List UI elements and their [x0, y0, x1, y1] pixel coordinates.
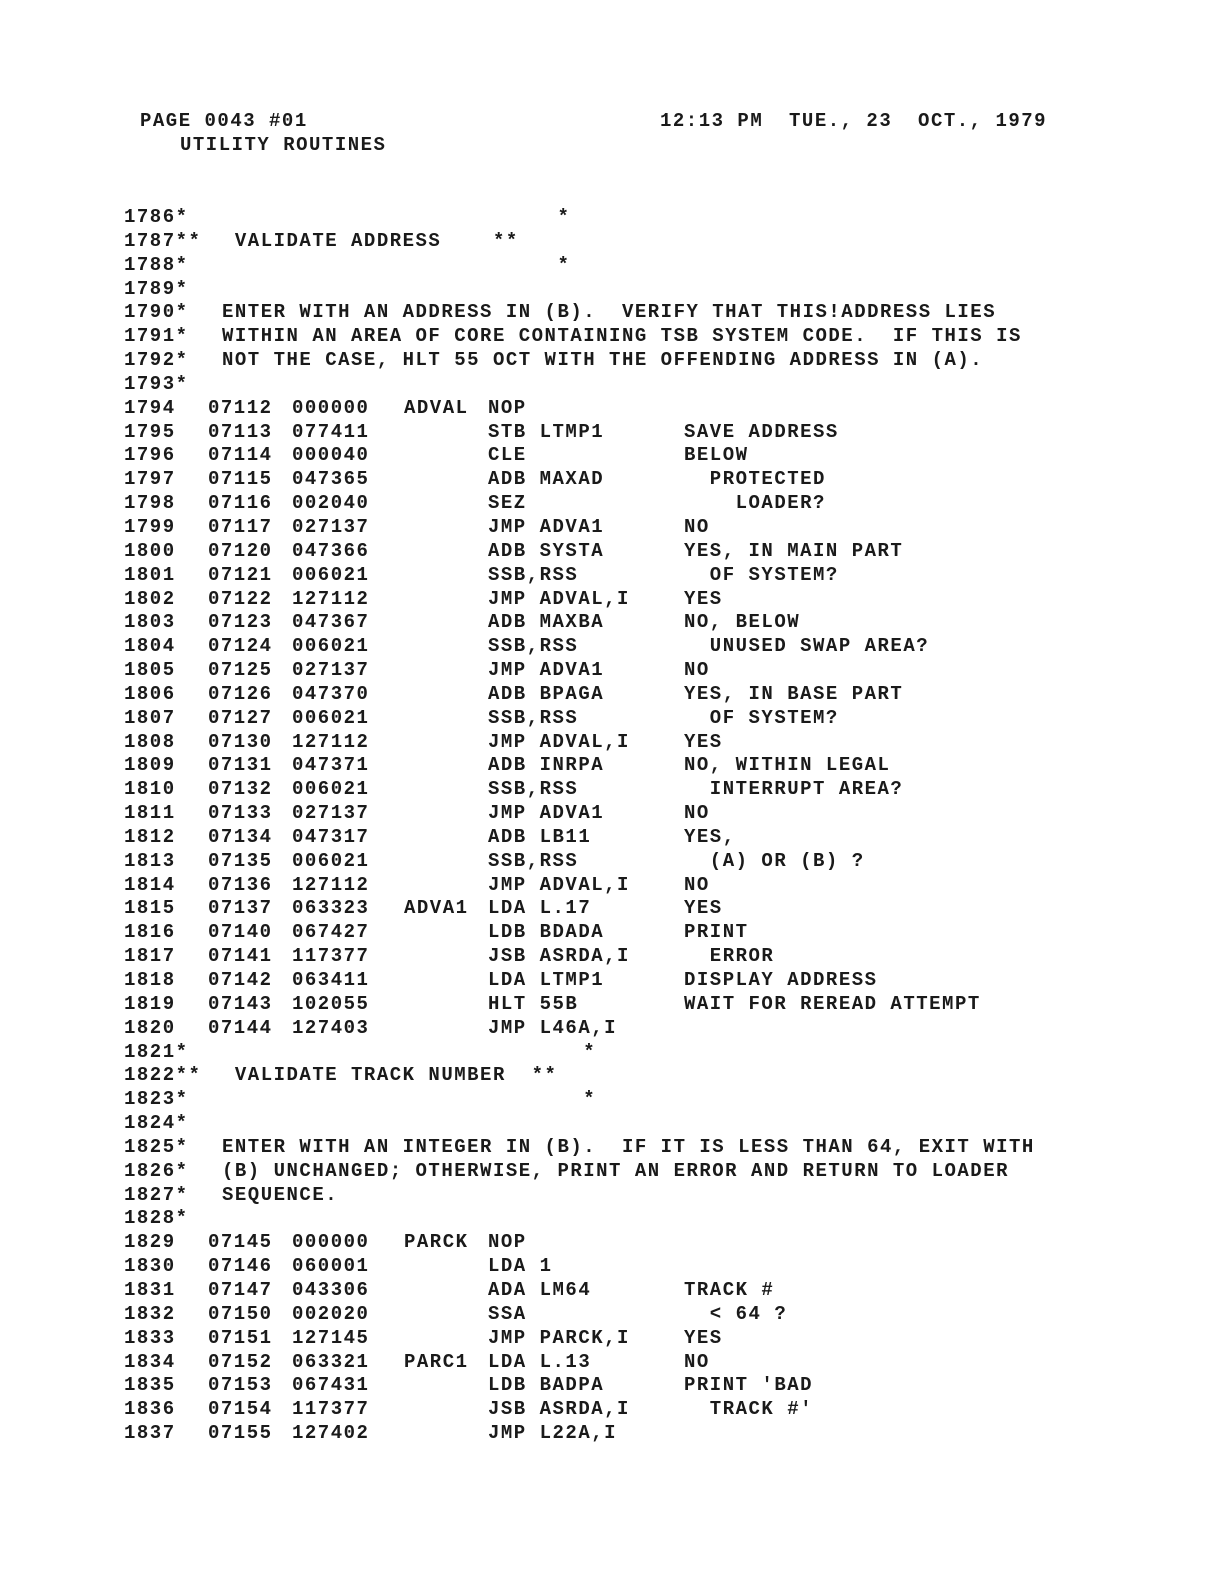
instruction: JMP L46A,I	[488, 1016, 618, 1039]
listing-line	[124, 301, 1204, 325]
address: 07122	[208, 587, 273, 610]
listing-line	[124, 1351, 1204, 1375]
instruction: NOP	[488, 396, 527, 419]
remark: SAVE ADDRESS	[684, 420, 839, 443]
instruction: SSA	[488, 1302, 527, 1325]
listing-line	[124, 731, 1204, 755]
comment-text: SEQUENCE.	[222, 1183, 339, 1206]
address: 07134	[208, 825, 273, 848]
listing-line	[124, 325, 1204, 349]
remark: NO	[684, 1350, 710, 1373]
line-number: 1819	[124, 992, 176, 1015]
remark: PRINT	[684, 921, 749, 944]
instruction: ADB SYSTA	[488, 539, 605, 562]
label: PARCK	[404, 1231, 469, 1254]
object-code: 060001	[292, 1255, 370, 1278]
instruction: JMP ADVA1	[488, 515, 605, 538]
address: 07154	[208, 1398, 273, 1421]
address: 07123	[208, 611, 273, 634]
listing-line	[124, 540, 1204, 564]
line-number: 1836	[124, 1398, 176, 1421]
listing-line	[124, 850, 1204, 874]
remark: YES	[684, 587, 723, 610]
listing-line	[124, 993, 1204, 1017]
listing-line	[124, 278, 1204, 302]
object-code: 047371	[292, 754, 370, 777]
line-number: 1788*	[124, 253, 189, 276]
instruction: SSB,RSS	[488, 849, 579, 872]
object-code: 006021	[292, 635, 370, 658]
listing-line	[124, 1184, 1204, 1208]
line-number: 1787**	[124, 229, 202, 252]
address: 07137	[208, 897, 273, 920]
line-number: 1818	[124, 969, 176, 991]
line-number: 1796	[124, 444, 176, 467]
line-number: 1814	[124, 873, 176, 896]
instruction: ADB INRPA	[488, 754, 605, 777]
remark: PRINT 'BAD	[684, 1374, 814, 1397]
remark: YES, IN MAIN PART	[684, 539, 904, 562]
line-number: 1795	[124, 420, 176, 443]
instruction: LDA L.17	[488, 897, 592, 920]
line-number: 1797	[124, 468, 176, 491]
listing-line	[124, 802, 1204, 826]
instruction: STB LTMP1	[488, 420, 605, 443]
object-code: 117377	[292, 1398, 370, 1421]
object-code: 047317	[292, 825, 370, 848]
line-number: 1830	[124, 1255, 176, 1278]
instruction: HLT 55B	[488, 992, 579, 1015]
remark: INTERRUPT AREA?	[684, 778, 904, 801]
listing-line	[124, 397, 1204, 421]
instruction: JSB ASRDA,I	[488, 1398, 630, 1421]
listing-line	[124, 1207, 1204, 1231]
address: 07144	[208, 1016, 273, 1039]
listing-line	[124, 1231, 1204, 1255]
line-number: 1793*	[124, 372, 189, 395]
line-number: 1827*	[124, 1183, 189, 1206]
line-number: 1817	[124, 945, 176, 968]
instruction: SSB,RSS	[488, 778, 579, 801]
address: 07142	[208, 969, 273, 991]
object-code: 006021	[292, 778, 370, 801]
comment-text: VALIDATE TRACK NUMBER **	[222, 1064, 558, 1087]
object-code: 000000	[292, 1231, 370, 1254]
line-number: 1792*	[124, 349, 189, 372]
line-number: 1826*	[124, 1159, 189, 1182]
line-number: 1825*	[124, 1135, 189, 1158]
instruction: JMP ADVA1	[488, 802, 605, 825]
remark: < 64 ?	[684, 1302, 788, 1325]
line-number: 1804	[124, 635, 176, 658]
listing-line	[124, 1279, 1204, 1303]
line-number: 1805	[124, 659, 176, 682]
remark: OF SYSTEM?	[684, 563, 839, 586]
print-timestamp: 12:13 PM TUE., 23 OCT., 1979	[660, 110, 1048, 132]
instruction: LDA L.13	[488, 1350, 592, 1373]
listing-line	[124, 444, 1204, 468]
object-code: 047366	[292, 539, 370, 562]
comment-text: WITHIN AN AREA OF CORE CONTAINING TSB SYSTEM CODE. IF THIS IS	[222, 325, 1022, 348]
listing-line	[124, 588, 1204, 612]
line-number: 1798	[124, 492, 176, 515]
line-number: 1815	[124, 897, 176, 920]
instruction: JMP ADVA1	[488, 659, 605, 682]
listing-line	[124, 611, 1204, 635]
listing-line	[124, 1255, 1204, 1279]
instruction: JSB ASRDA,I	[488, 945, 630, 968]
instruction: JMP ADVAL,I	[488, 587, 630, 610]
listing-line	[124, 1303, 1204, 1327]
remark: NO	[684, 802, 710, 825]
instruction: SEZ	[488, 492, 527, 515]
page-number: PAGE 0043 #01	[140, 110, 308, 132]
instruction: ADB LB11	[488, 825, 592, 848]
line-number: 1789*	[124, 277, 189, 300]
remark: UNUSED SWAP AREA?	[684, 635, 930, 658]
instruction: JMP ADVAL,I	[488, 873, 630, 896]
address: 07133	[208, 802, 273, 825]
line-number: 1786*	[124, 206, 189, 228]
address: 07131	[208, 754, 273, 777]
line-number: 1800	[124, 539, 176, 562]
object-code: 000040	[292, 444, 370, 467]
remark: YES	[684, 730, 723, 753]
listing-line	[124, 516, 1204, 540]
line-number: 1794	[124, 396, 176, 419]
comment-text: ENTER WITH AN INTEGER IN (B). IF IT IS LESS THAN 64, EXIT WITH	[222, 1135, 1035, 1158]
listing-line	[124, 349, 1204, 373]
instruction: JMP L22A,I	[488, 1422, 618, 1445]
remark: PROTECTED	[684, 468, 826, 491]
remark: (A) OR (B) ?	[684, 849, 865, 872]
remark: NO	[684, 873, 710, 896]
line-number: 1791*	[124, 325, 189, 348]
remark: NO	[684, 515, 710, 538]
instruction: CLE	[488, 444, 527, 467]
line-number: 1806	[124, 682, 176, 705]
object-code: 127112	[292, 873, 370, 896]
line-number: 1837	[124, 1422, 176, 1445]
instruction: ADB MAXAD	[488, 468, 605, 491]
listing-line	[124, 945, 1204, 969]
remark: YES, IN BASE PART	[684, 682, 904, 705]
listing-line	[124, 564, 1204, 588]
address: 07141	[208, 945, 273, 968]
object-code: 047365	[292, 468, 370, 491]
remark: YES,	[684, 825, 736, 848]
address: 07150	[208, 1302, 273, 1325]
address: 07146	[208, 1255, 273, 1278]
address: 07135	[208, 849, 273, 872]
line-number: 1821*	[124, 1040, 189, 1063]
object-code: 127112	[292, 730, 370, 753]
assembly-listing	[124, 206, 1204, 1446]
comment-text: *	[222, 253, 571, 276]
listing-line	[124, 707, 1204, 731]
line-number: 1832	[124, 1302, 176, 1325]
listing-line	[124, 1327, 1204, 1351]
listing-line	[124, 969, 1204, 993]
listing-line	[124, 659, 1204, 683]
object-code: 102055	[292, 992, 370, 1015]
line-number: 1824*	[124, 1112, 189, 1135]
address: 07117	[208, 515, 273, 538]
object-code: 127112	[292, 587, 370, 610]
address: 07113	[208, 420, 273, 443]
object-code: 067431	[292, 1374, 370, 1397]
instruction: JMP PARCK,I	[488, 1326, 630, 1349]
instruction: ADB BPAGA	[488, 682, 605, 705]
object-code: 000000	[292, 396, 370, 419]
address: 07143	[208, 992, 273, 1015]
object-code: 077411	[292, 420, 370, 443]
listing-line	[124, 1160, 1204, 1184]
object-code: 117377	[292, 945, 370, 968]
address: 07120	[208, 539, 273, 562]
object-code: 027137	[292, 659, 370, 682]
listing-line	[124, 921, 1204, 945]
line-number: 1831	[124, 1278, 176, 1301]
object-code: 006021	[292, 706, 370, 729]
listing-line	[124, 1088, 1204, 1112]
object-code: 127403	[292, 1016, 370, 1039]
instruction: JMP ADVAL,I	[488, 730, 630, 753]
line-number: 1799	[124, 515, 176, 538]
instruction: SSB,RSS	[488, 706, 579, 729]
object-code: 043306	[292, 1278, 370, 1301]
listing-line	[124, 206, 1204, 230]
listing-line	[124, 635, 1204, 659]
listing-line	[124, 468, 1204, 492]
line-number: 1833	[124, 1326, 176, 1349]
section-title: UTILITY ROUTINES	[180, 134, 387, 156]
listing-line	[124, 421, 1204, 445]
object-code: 002040	[292, 492, 370, 515]
address: 07153	[208, 1374, 273, 1397]
line-number: 1801	[124, 563, 176, 586]
instruction: LDA 1	[488, 1255, 553, 1278]
listing-line	[124, 254, 1204, 278]
remark: NO, BELOW	[684, 611, 801, 634]
instruction: NOP	[488, 1231, 527, 1254]
object-code: 067427	[292, 921, 370, 944]
object-code: 063411	[292, 969, 370, 991]
line-number: 1808	[124, 730, 176, 753]
address: 07127	[208, 706, 273, 729]
address: 07151	[208, 1326, 273, 1349]
comment-text: VALIDATE ADDRESS **	[222, 229, 519, 252]
line-number: 1803	[124, 611, 176, 634]
object-code: 002020	[292, 1302, 370, 1325]
listing-line	[124, 897, 1204, 921]
line-number: 1829	[124, 1231, 176, 1254]
remark: YES	[684, 897, 723, 920]
listing-line	[124, 1041, 1204, 1065]
address: 07132	[208, 778, 273, 801]
line-number: 1811	[124, 802, 176, 825]
listing-line	[124, 1398, 1204, 1422]
label: PARC1	[404, 1350, 469, 1373]
remark: OF SYSTEM?	[684, 706, 839, 729]
line-number: 1820	[124, 1016, 176, 1039]
instruction: ADA LM64	[488, 1278, 592, 1301]
line-number: 1816	[124, 921, 176, 944]
remark: TRACK #	[684, 1278, 775, 1301]
label: ADVA1	[404, 897, 469, 920]
listing-line	[124, 826, 1204, 850]
listing-line	[124, 754, 1204, 778]
listing-line	[124, 492, 1204, 516]
listing-line	[124, 373, 1204, 397]
remark: DISPLAY ADDRESS	[684, 969, 878, 991]
instruction: LDB BDADA	[488, 921, 605, 944]
line-number: 1835	[124, 1374, 176, 1397]
comment-text: *	[222, 206, 571, 228]
remark: LOADER?	[684, 492, 826, 515]
comment-text: NOT THE CASE, HLT 55 OCT WITH THE OFFENDING ADDRESS IN (A).	[222, 349, 984, 372]
instruction: LDB BADPA	[488, 1374, 605, 1397]
address: 07124	[208, 635, 273, 658]
listing-line	[124, 1064, 1204, 1088]
address: 07125	[208, 659, 273, 682]
line-number: 1828*	[124, 1207, 189, 1230]
address: 07115	[208, 468, 273, 491]
listing-line	[124, 1112, 1204, 1136]
instruction: LDA LTMP1	[488, 969, 605, 991]
object-code: 006021	[292, 563, 370, 586]
line-number: 1810	[124, 778, 176, 801]
line-number: 1790*	[124, 301, 189, 324]
instruction: SSB,RSS	[488, 563, 579, 586]
listing-line	[124, 778, 1204, 802]
line-number: 1802	[124, 587, 176, 610]
line-number: 1807	[124, 706, 176, 729]
object-code: 027137	[292, 802, 370, 825]
line-number: 1834	[124, 1350, 176, 1373]
object-code: 047367	[292, 611, 370, 634]
line-number: 1809	[124, 754, 176, 777]
comment-text: *	[222, 1040, 597, 1063]
listing-line	[124, 230, 1204, 254]
instruction: ADB MAXBA	[488, 611, 605, 634]
remark: BELOW	[684, 444, 749, 467]
comment-text: ENTER WITH AN ADDRESS IN (B). VERIFY THAT THIS!ADDRESS LIES	[222, 301, 997, 324]
remark: WAIT FOR REREAD ATTEMPT	[684, 992, 981, 1015]
listing-line	[124, 1374, 1204, 1398]
comment-text: (B) UNCHANGED; OTHERWISE, PRINT AN ERROR AND RETURN TO LOADER	[222, 1159, 1010, 1182]
address: 07121	[208, 563, 273, 586]
object-code: 027137	[292, 515, 370, 538]
address: 07126	[208, 682, 273, 705]
remark: TRACK #'	[684, 1398, 814, 1421]
listing-line	[124, 1136, 1204, 1160]
remark: ERROR	[684, 945, 775, 968]
listing-line	[124, 1422, 1204, 1446]
address: 07116	[208, 492, 273, 515]
line-number: 1812	[124, 825, 176, 848]
remark: NO, WITHIN LEGAL	[684, 754, 891, 777]
address: 07114	[208, 444, 273, 467]
label: ADVAL	[404, 396, 469, 419]
object-code: 047370	[292, 682, 370, 705]
instruction: SSB,RSS	[488, 635, 579, 658]
comment-text: *	[222, 1088, 597, 1111]
address: 07136	[208, 873, 273, 896]
object-code: 127402	[292, 1422, 370, 1445]
address: 07145	[208, 1231, 273, 1254]
object-code: 063321	[292, 1350, 370, 1373]
address: 07112	[208, 396, 273, 419]
listing-line	[124, 1017, 1204, 1041]
line-number: 1823*	[124, 1088, 189, 1111]
remark: NO	[684, 659, 710, 682]
listing-line	[124, 683, 1204, 707]
object-code: 127145	[292, 1326, 370, 1349]
listing-line	[124, 874, 1204, 898]
object-code: 063323	[292, 897, 370, 920]
address: 07140	[208, 921, 273, 944]
remark: YES	[684, 1326, 723, 1349]
line-number: 1822**	[124, 1064, 202, 1087]
address: 07152	[208, 1350, 273, 1373]
address: 07130	[208, 730, 273, 753]
address: 07147	[208, 1278, 273, 1301]
line-number: 1813	[124, 849, 176, 872]
object-code: 006021	[292, 849, 370, 872]
address: 07155	[208, 1422, 273, 1445]
